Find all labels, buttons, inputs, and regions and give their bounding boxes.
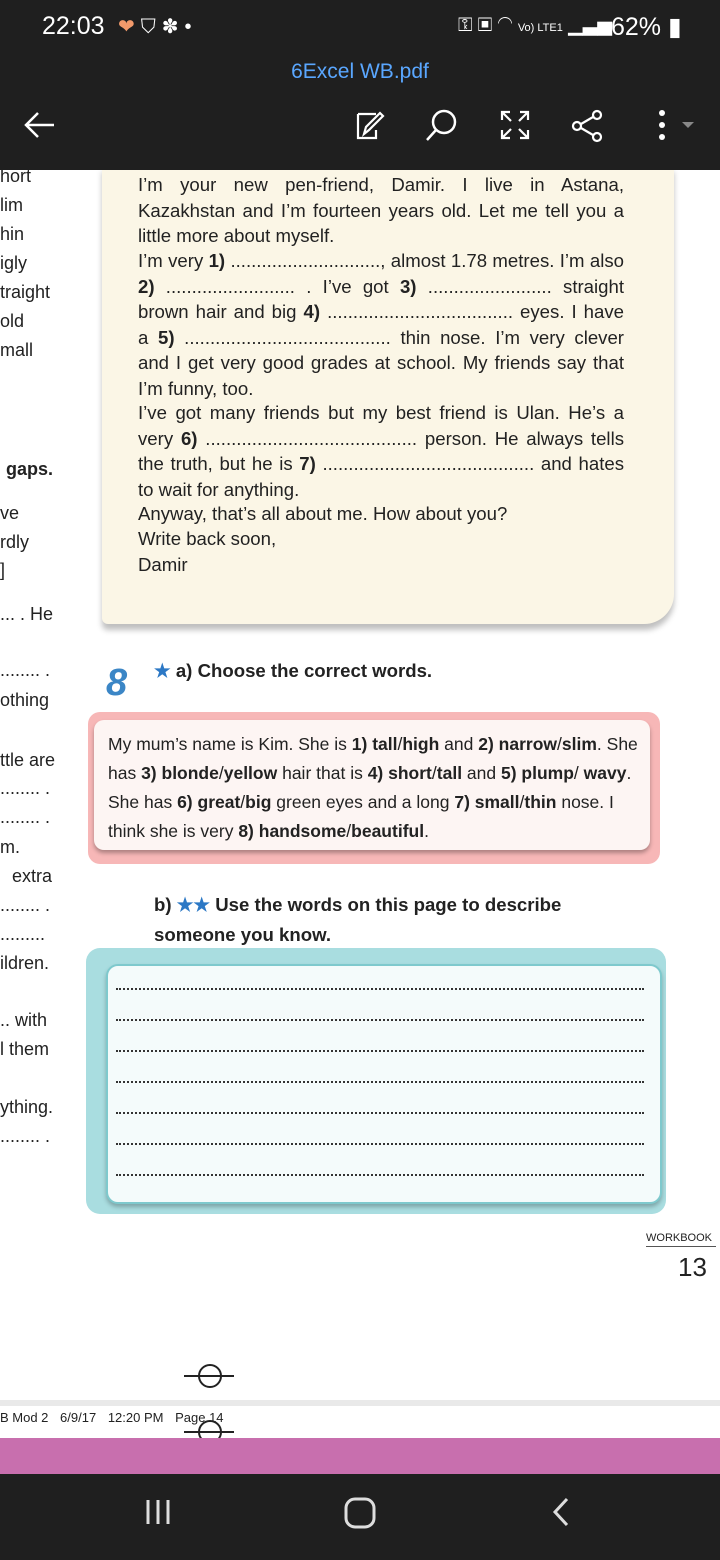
left-line: old [0,311,25,331]
word-option: 2) narrow [478,734,558,754]
word-option: 6) great [177,792,241,812]
left-line: traight [0,282,51,302]
answer-line[interactable] [116,1081,644,1083]
left-line: ] [0,560,6,580]
left-line: rdly [0,532,30,552]
answer-line[interactable] [116,1112,644,1114]
print-page: Page 14 [175,1410,224,1425]
letter-signature [138,552,624,578]
word-option: high [402,734,440,754]
battery-saver-icon: ▣ [477,15,493,36]
page-number: 13 [678,1252,707,1282]
left-line: ........ . [0,1126,51,1146]
box-text: / [431,763,437,783]
pdf-page[interactable] [0,170,720,1474]
letter-text: I’ve got many friends but my best friend is Ulan. He’s a very [138,402,624,449]
part-label: b) [154,894,172,915]
choose-words-box [88,712,660,864]
answer-line[interactable] [116,1174,644,1176]
signal-icon: ▁▃▅ [568,15,612,36]
word-option: 3) blonde [141,763,219,783]
left-line: ........ . [0,807,51,827]
back-arrow-icon[interactable] [16,108,62,154]
exercise-8a-heading [154,660,432,682]
shield-icon: ⛉ [140,16,162,38]
search-icon[interactable] [418,108,464,154]
status-left-icons [118,14,198,39]
gap-number: 2) [138,275,155,297]
word-option: 8) handsome [238,821,347,841]
left-line: igly [0,253,28,273]
back-icon[interactable] [532,1496,592,1540]
divider [0,1400,720,1406]
left-line: mall [0,340,34,360]
left-line: ......... [0,924,46,944]
workbook-label: WORKBOOK [646,1232,716,1247]
left-line: l them [0,1039,50,1059]
left-line: hin [0,224,25,244]
recent-apps-icon[interactable] [128,1496,188,1540]
word-option: big [245,792,272,812]
letter-text: ......................... . I’ve got [154,275,400,297]
answer-box [86,948,666,1214]
gap-number: 1) [208,250,226,271]
box-text: . She has [108,763,632,812]
left-line: m. [0,837,20,857]
gap-number: 7) [299,453,316,474]
crop-mark-icon [184,1364,234,1388]
word-option: 5) plump [501,763,574,783]
gap-number: 6) [180,427,198,449]
print-time: 12:20 PM [107,1410,164,1425]
system-nav-bar [0,1474,720,1560]
box-text: / [218,763,224,783]
fullscreen-icon[interactable] [492,108,538,154]
left-line: ........ . [0,895,51,915]
print-file: B Mod 2 [0,1410,49,1425]
app-bar [0,56,720,170]
box-text: / [240,792,246,812]
word-option: yellow [223,763,278,783]
letter-text: ........................ straight brown hair and big [138,275,624,322]
word-option: 1) tall [351,734,398,754]
magenta-band [0,1438,720,1474]
key-icon: ⚿ [458,15,473,36]
instruction-text: Use the words on this page to describe someone you know. [154,894,562,945]
paw-icon: ✽ [161,16,185,38]
status-right-icons [458,14,612,37]
letter-text: I’m very [138,250,209,271]
letter-paragraph [138,501,624,527]
letter-paragraph [138,248,624,401]
edit-icon[interactable] [346,108,392,154]
word-option: 7) small [454,792,520,812]
gap-number: 5) [157,326,175,348]
word-option: wavy [583,763,627,783]
word-option: thin [524,792,557,812]
letter-text: Anyway, that’s all about me. How about you? [138,503,508,524]
home-icon[interactable] [330,1496,390,1540]
document-title: 6Excel WB.pdf [291,60,429,83]
word-option: beautiful [351,821,425,841]
instruction-text: Choose the correct words. [197,660,433,681]
exercise-number: 8 [106,662,128,704]
left-line: .. with [0,1010,48,1030]
box-text: . She has [108,734,638,783]
dot-icon: • [184,16,198,38]
answer-line[interactable] [116,1019,644,1021]
more-options-icon[interactable] [644,108,704,154]
left-line: ve [0,503,20,523]
gap-number: 4) [303,301,321,322]
letter-text: ......................................... and hates to wait for anything. [138,453,624,500]
part-label: a) [175,660,193,681]
box-text: and [439,734,479,754]
letter-text: I’m your new pen-friend, Damir. I live in Astana, Kazakhstan and I’m fourteen years old. Let me tell you a little more about myself. [138,174,624,246]
status-time: 22:03 [42,12,105,40]
box-text: nose. I think she is very [108,792,614,841]
word-option: tall [436,763,463,783]
print-date: 6/9/17 [60,1410,97,1425]
box-text: / [519,792,525,812]
letter-text: ......................................... person. He always tells the truth, but he is [138,427,624,474]
answer-lines[interactable] [106,964,662,1204]
left-line: lim [0,195,23,215]
box-text: . [424,821,429,841]
word-option: slim [561,734,597,754]
box-text: My mum’s name is Kim. She is [108,734,352,754]
letter-text: ........................................ thin nose. I’m very clever and I get very good grades at school. My friends say that I’m funny, too. [138,326,624,399]
box-text: / [397,734,403,754]
box-text: hair that is [277,763,368,783]
word-option: 4) short [367,763,432,783]
left-line: ything. [0,1097,54,1117]
battery-percent: 62% [611,13,662,41]
choose-words-text [108,730,648,846]
letter-paragraph [138,172,624,249]
left-line: hort [0,170,32,186]
left-line: ttle are [0,750,56,770]
left-line: extra [12,866,53,886]
star-icon: ★ [154,660,171,681]
exercise-8b-heading [154,890,624,950]
gap-number: 3) [399,275,417,297]
answer-line[interactable] [116,1143,644,1145]
battery-level [611,12,682,42]
status-bar [0,0,720,56]
wifi-icon: ◠ [497,15,513,36]
battery-icon: ▮ [661,13,682,41]
network-label: Vo) LTE1 [517,22,563,34]
left-line: ildren. [0,953,50,973]
box-text: / [557,734,562,754]
letter-text: .................................... eyes. I have a [138,301,624,348]
box-text: green eyes and a long [271,792,455,812]
letter-text: Write back soon, [138,528,277,549]
letter-text: Damir [138,554,188,575]
left-line: ........ . [0,660,51,680]
letter-paragraph [138,526,624,552]
left-line: ........ . [0,778,51,798]
box-text: / [573,763,584,783]
answer-line[interactable] [116,1050,644,1052]
heart-icon: ❤ [118,16,141,38]
left-line: gaps. [6,459,54,479]
double-star-icon: ★★ [176,894,211,915]
box-text: / [346,821,352,841]
share-icon[interactable] [564,108,610,154]
left-line: othing [0,690,50,710]
left-line: ... . He [0,604,54,624]
answer-line[interactable] [116,988,644,990]
box-text: and [462,763,501,783]
letter-text: ............................., almost 1.78 metres. I’m also [225,250,624,271]
letter-paragraph [138,400,624,502]
letter-box [102,170,674,624]
